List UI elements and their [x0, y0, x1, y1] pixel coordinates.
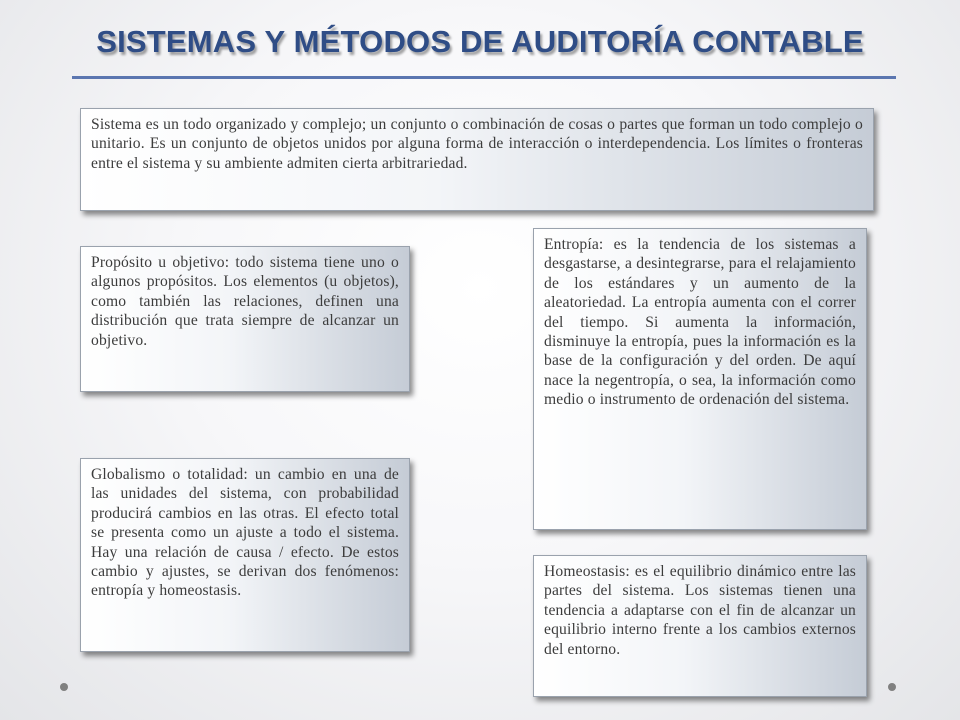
slide-title: SISTEMAS Y MÉTODOS DE AUDITORÍA CONTABLE — [96, 24, 864, 59]
decorative-dot-right — [888, 683, 896, 691]
globalismo-box: Globalismo o totalidad: un cambio en una de las unidades del sistema, con probabilidad producirá cambios en las otras. El efecto total se presenta como un ajuste a todo el sistema. Hay una relación de causa / efecto. De estos cambio y ajustes, se derivan dos fenómenos: entropía y homeostasis. — [80, 458, 410, 652]
homeostasis-box: Homeostasis: es el equilibrio dinámico entre las partes del sistema. Los sistemas tienen una tendencia a adaptarse con el fin de alcanzar un equilibrio interno frente a los cambios externos del entorno. — [533, 555, 867, 697]
sistema-definition-box: Sistema es un todo organizado y complejo; un conjunto o combinación de cosas o partes que forman un todo complejo o unitario. Es un conjunto de objetos unidos por alguna forma de interacción o interdependencia. Los límites o fronteras entre el sistema y su ambiente admiten cierta arbitrariedad. — [80, 108, 874, 211]
title-underline — [72, 76, 896, 79]
entropia-box: Entropía: es la tendencia de los sistemas a desgastarse, a desintegrarse, para el relajamiento de los estándares y un aumento de la aleatoriedad. La entropía aumenta con el correr del tiempo. Si aumenta la información, disminuye la entropía, pues la información es la base de la configuración y del orden. De aquí nace la negentropía, o sea, la información como medio o instrumento de ordenación del sistema. — [533, 228, 867, 530]
proposito-box: Propósito u objetivo: todo sistema tiene uno o algunos propósitos. Los elementos (u objetos), como también las relaciones, definen una distribución que trata siempre de alcanzar un objetivo. — [80, 246, 410, 392]
decorative-dot-left — [60, 683, 68, 691]
